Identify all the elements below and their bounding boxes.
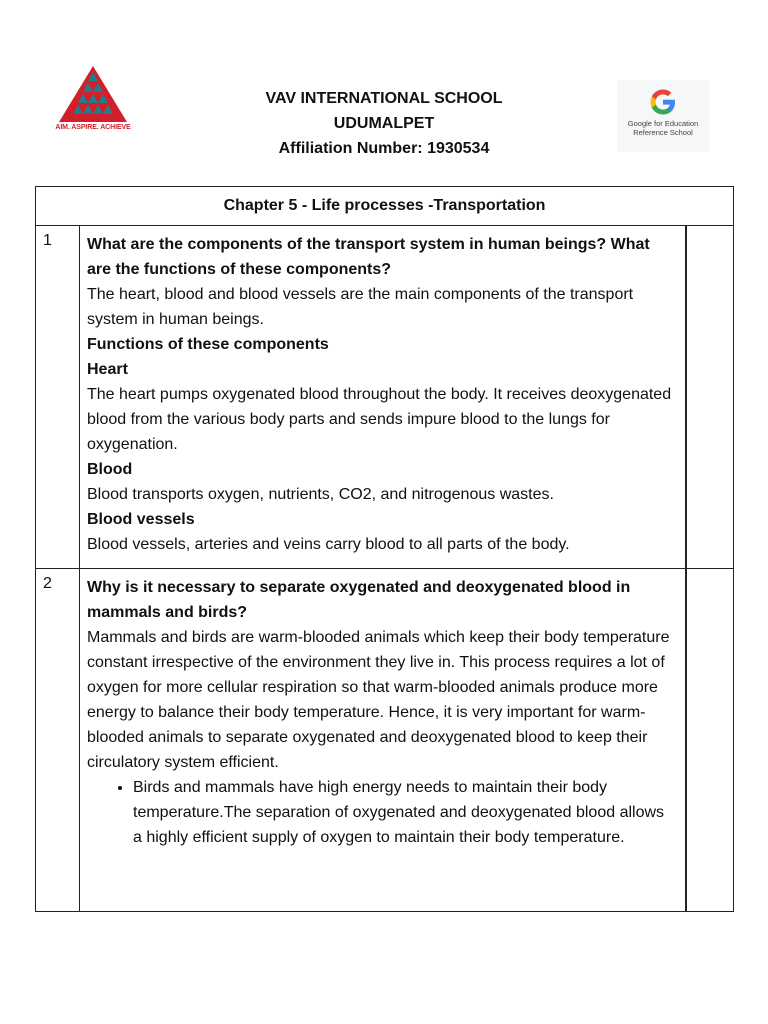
school-name: VAV INTERNATIONAL SCHOOL: [265, 90, 503, 107]
google-education-badge: [617, 80, 709, 152]
question-text: Why is it necessary to separate oxygenated and deoxygenated blood in mammals and birds?: [87, 579, 631, 621]
answer-text: The heart pumps oxygenated blood throughout the body. It receives deoxygenated blood from the various body parts and sends impure blood to the lungs for oxygenation.: [87, 386, 672, 453]
list-item: • Birds and mammals have high energy needs to maintain their body temperature.The separation of oxygenated and deoxygenated blood allows a highly efficient supply of oxygen to maintain their body temperature.: [133, 775, 677, 850]
answer-text: Blood transports oxygen, nutrients, CO2, and nitrogenous wastes.: [87, 486, 554, 503]
answer-text: The heart, blood and blood vessels are the main components of the transport system in human beings.: [87, 286, 634, 328]
table-row: [36, 569, 734, 912]
question-number: 1: [36, 226, 80, 569]
badge-line-2: Reference School: [633, 128, 693, 137]
subheading: Blood: [87, 461, 133, 478]
affiliation-number: Affiliation Number: 1930534: [278, 140, 490, 157]
marks-cell: [686, 226, 734, 569]
subheading: Heart: [87, 361, 128, 378]
answer-text: Mammals and birds are warm-blooded animals which keep their body temperature constant irrespective of the environment they live in. This process requires a lot of oxygen for more cellular respiration so that warm-blooded animals produce more energy to balance their body temperature. Hence, it is very important for warm-blooded animals to separate oxygenated and deoxygenated blood to keep their circulatory system efficient.: [87, 629, 670, 771]
chapter-title: Chapter 5 - Life processes -Transportation: [36, 187, 734, 226]
subheading: Blood vessels: [87, 511, 195, 528]
logo-tagline: AIM. ASPIRE. ACHIEVE: [55, 124, 131, 131]
school-location: UDUMALPET: [333, 115, 435, 132]
badge-line-1: Google for Education: [627, 119, 699, 128]
question-content: [80, 226, 686, 569]
question-text: What are the components of the transport system in human beings? What are the functions of these components?: [87, 236, 650, 278]
subheading: Functions of these components: [87, 336, 329, 353]
marks-cell: [686, 569, 734, 912]
bullet-list: [87, 775, 677, 850]
table-row: [36, 226, 734, 569]
question-number: 2: [36, 569, 80, 912]
answer-text: Blood vessels, arteries and veins carry blood to all parts of the body.: [87, 536, 570, 553]
google-g-icon: [649, 88, 677, 116]
qa-table: [35, 186, 734, 912]
question-content: [80, 569, 686, 912]
